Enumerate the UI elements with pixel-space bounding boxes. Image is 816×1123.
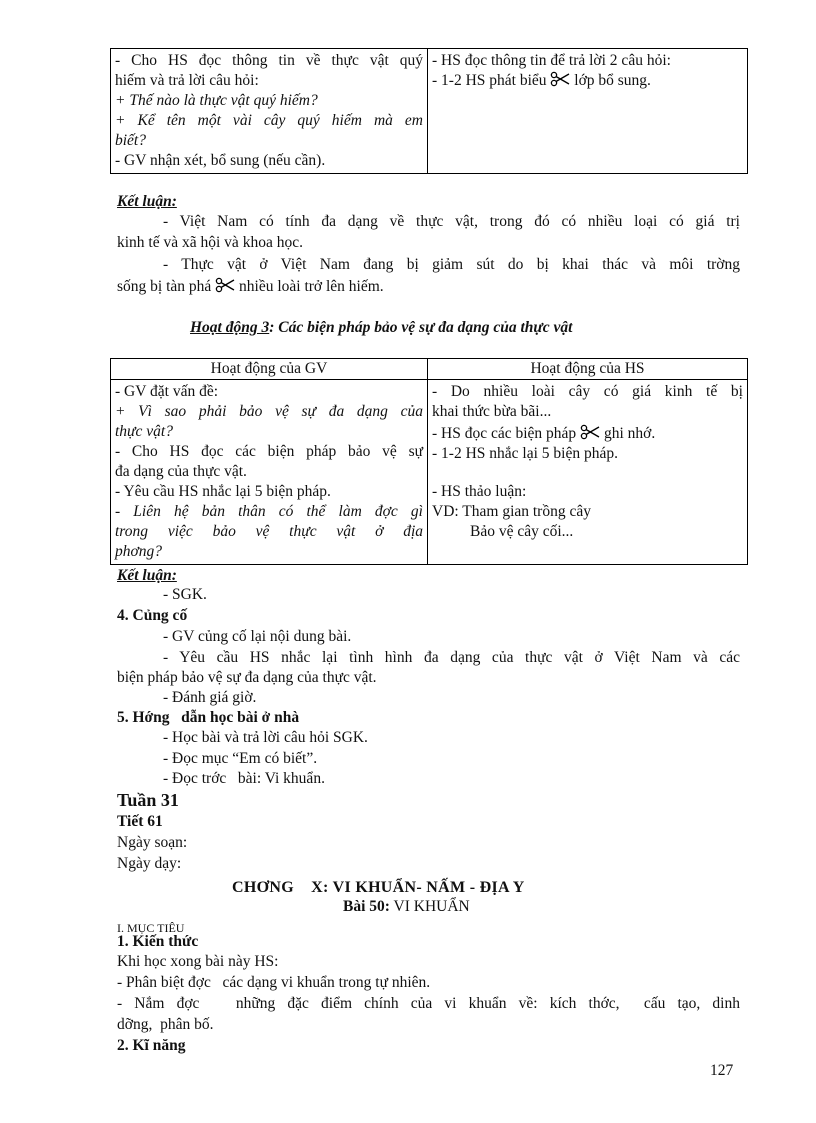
table1-left-cell [111,49,428,174]
table1-left-line: hiếm và trả lời câu hỏi: [115,72,259,89]
table2-left-line: - GV đặt vấn đề: [115,383,219,400]
table2-right-text: ghi nhớ. [603,425,656,442]
activity-table-2 [110,358,748,565]
header-hs: Hoạt động của HS [428,359,748,380]
header-gv: Hoạt động của GV [111,359,428,380]
ketluan-text: sống bị tàn phá [117,278,212,295]
activity-3-label: Hoạt động 3 [190,319,270,336]
section-4-line: - Đánh giá giờ. [163,689,257,706]
table1-right-line [432,71,743,91]
objectives-line: - Nắm đợc những đặc điểm chính của vi khuẩn về: kích thớc, cấu tạo, dinh [117,995,740,1012]
table1-right-line: - HS đọc thông tin để trả lời 2 câu hỏi: [432,52,671,69]
table2-left-line: - Liên hệ bản thân có thể làm đợc gì [115,503,423,520]
table2-left-cell [111,380,428,565]
table1-left-line: - Cho HS đọc thông tin về thực vật quý [115,52,423,69]
week-label: Tuần 31 [117,790,179,810]
section-4-line: biện pháp bảo vệ sự đa dạng của thực vật. [117,669,377,686]
table2-right-line [432,424,743,444]
table1-right-text: lớp bổ sung. [574,72,651,89]
activity-3-heading [190,318,572,338]
ketluan-line: - Thực vật ở Việt Nam đang bị giảm sút do bị khai thác và môi trờng [163,256,740,273]
table2-left-line: - Yêu cầu HS nhắc lại 5 biện pháp. [115,483,331,500]
table2-right-line: - Do nhiều loài cây có giá kinh tế bị [432,383,743,400]
date-prepared-label: Ngày soạn: [117,834,188,851]
lesson-label: Bài 50: [343,898,390,915]
table1-left-line: + Kể tên một vài cây quý hiếm mà em [115,112,423,129]
ketluan-text: nhiều loài trở lên hiếm. [239,278,384,295]
table2-left-line: đa dạng của thực vật. [115,463,247,480]
table2-left-line: thực vật? [115,423,173,440]
table2-right-line: VD: Tham gian trồng cây [432,503,591,520]
table2-right-line: khai thức bừa bãi... [432,403,552,420]
objectives-intro: Khi học xong bài này HS: [117,953,279,970]
table2-left-line: trong việc bảo vệ thực vật ở địa [115,523,423,540]
lesson-name: VI KHUẨN [389,898,470,915]
chapter-title: CHƠNG X: VI KHUẨN- NẤM - ĐỊA Y [232,879,525,896]
table2-left-line: phơng? [115,543,163,560]
table1-left-line: + Thế nào là thực vật quý hiếm? [115,92,318,109]
ketluan-line: - Việt Nam có tính đa dạng về thực vật, trong đó có nhiều loại có giá trị [163,213,740,230]
ketluan-line: kinh tế và xã hội và khoa học. [117,234,303,251]
table1-right-cell [428,49,748,174]
section-5-line: - Học bài và trả lời câu hỏi SGK. [163,729,368,746]
table1-left-line: - GV nhận xét, bổ sung (nếu cần). [115,152,326,169]
section-4-heading: 4. Củng cố [117,607,188,624]
lesson-title [343,897,470,917]
objectives-line: - Phân biệt đợc các dạng vi khuẩn trong tự nhiên. [117,974,431,991]
objectives-line: dỡng, phân bố. [117,1016,214,1033]
ketluan-heading: Kết luận: [117,193,177,210]
skills-heading: 2. Kĩ năng [117,1037,186,1054]
table2-right-line: Bảo vệ cây cối... [470,523,574,540]
period-label: Tiết 61 [117,813,163,830]
table2-left-line: + Vì sao phải bảo vệ sự đa dạng của [115,403,423,420]
table2-right-line: - HS thảo luận: [432,483,527,500]
scissors-icon [215,277,235,293]
section-5-heading: 5. Hớng dẫn học bài ở nhà [117,709,300,726]
table2-right-line: - 1-2 HS nhắc lại 5 biện pháp. [432,445,618,462]
table1-right-text: - 1-2 HS phát biểu [432,72,547,89]
section-5-line: - Đọc mục “Em có biết”. [163,750,318,767]
ketluan-2-heading: Kết luận: [117,567,177,584]
table2-right-cell [428,380,748,565]
date-taught-label: Ngày dạy: [117,855,182,872]
knowledge-heading: 1. Kiến thức [117,933,199,950]
ketluan-line [117,277,384,297]
section-5-line: - Đọc trớc bài: Vi khuẩn. [163,770,325,787]
scissors-icon [550,71,570,87]
activity-3-title: : Các biện pháp bảo vệ sự đa dạng của thực vật [269,319,573,336]
activity-table-1 [110,48,748,174]
ketluan-2-text: - SGK. [163,586,207,603]
section-4-line: - Yêu cầu HS nhắc lại tình hình đa dạng của thực vật ở Việt Nam và các [163,649,740,666]
scissors-icon [580,424,600,440]
table2-right-text: - HS đọc các biện pháp [432,425,577,442]
table2-left-line: - Cho HS đọc các biện pháp bảo vệ sự [115,443,423,460]
table1-left-line: biết? [115,132,146,149]
section-4-line: - GV củng cố lại nội dung bài. [163,628,352,645]
objectives-heading: I. MỤC TIÊU [117,921,185,935]
page-number: 127 [710,1062,734,1079]
